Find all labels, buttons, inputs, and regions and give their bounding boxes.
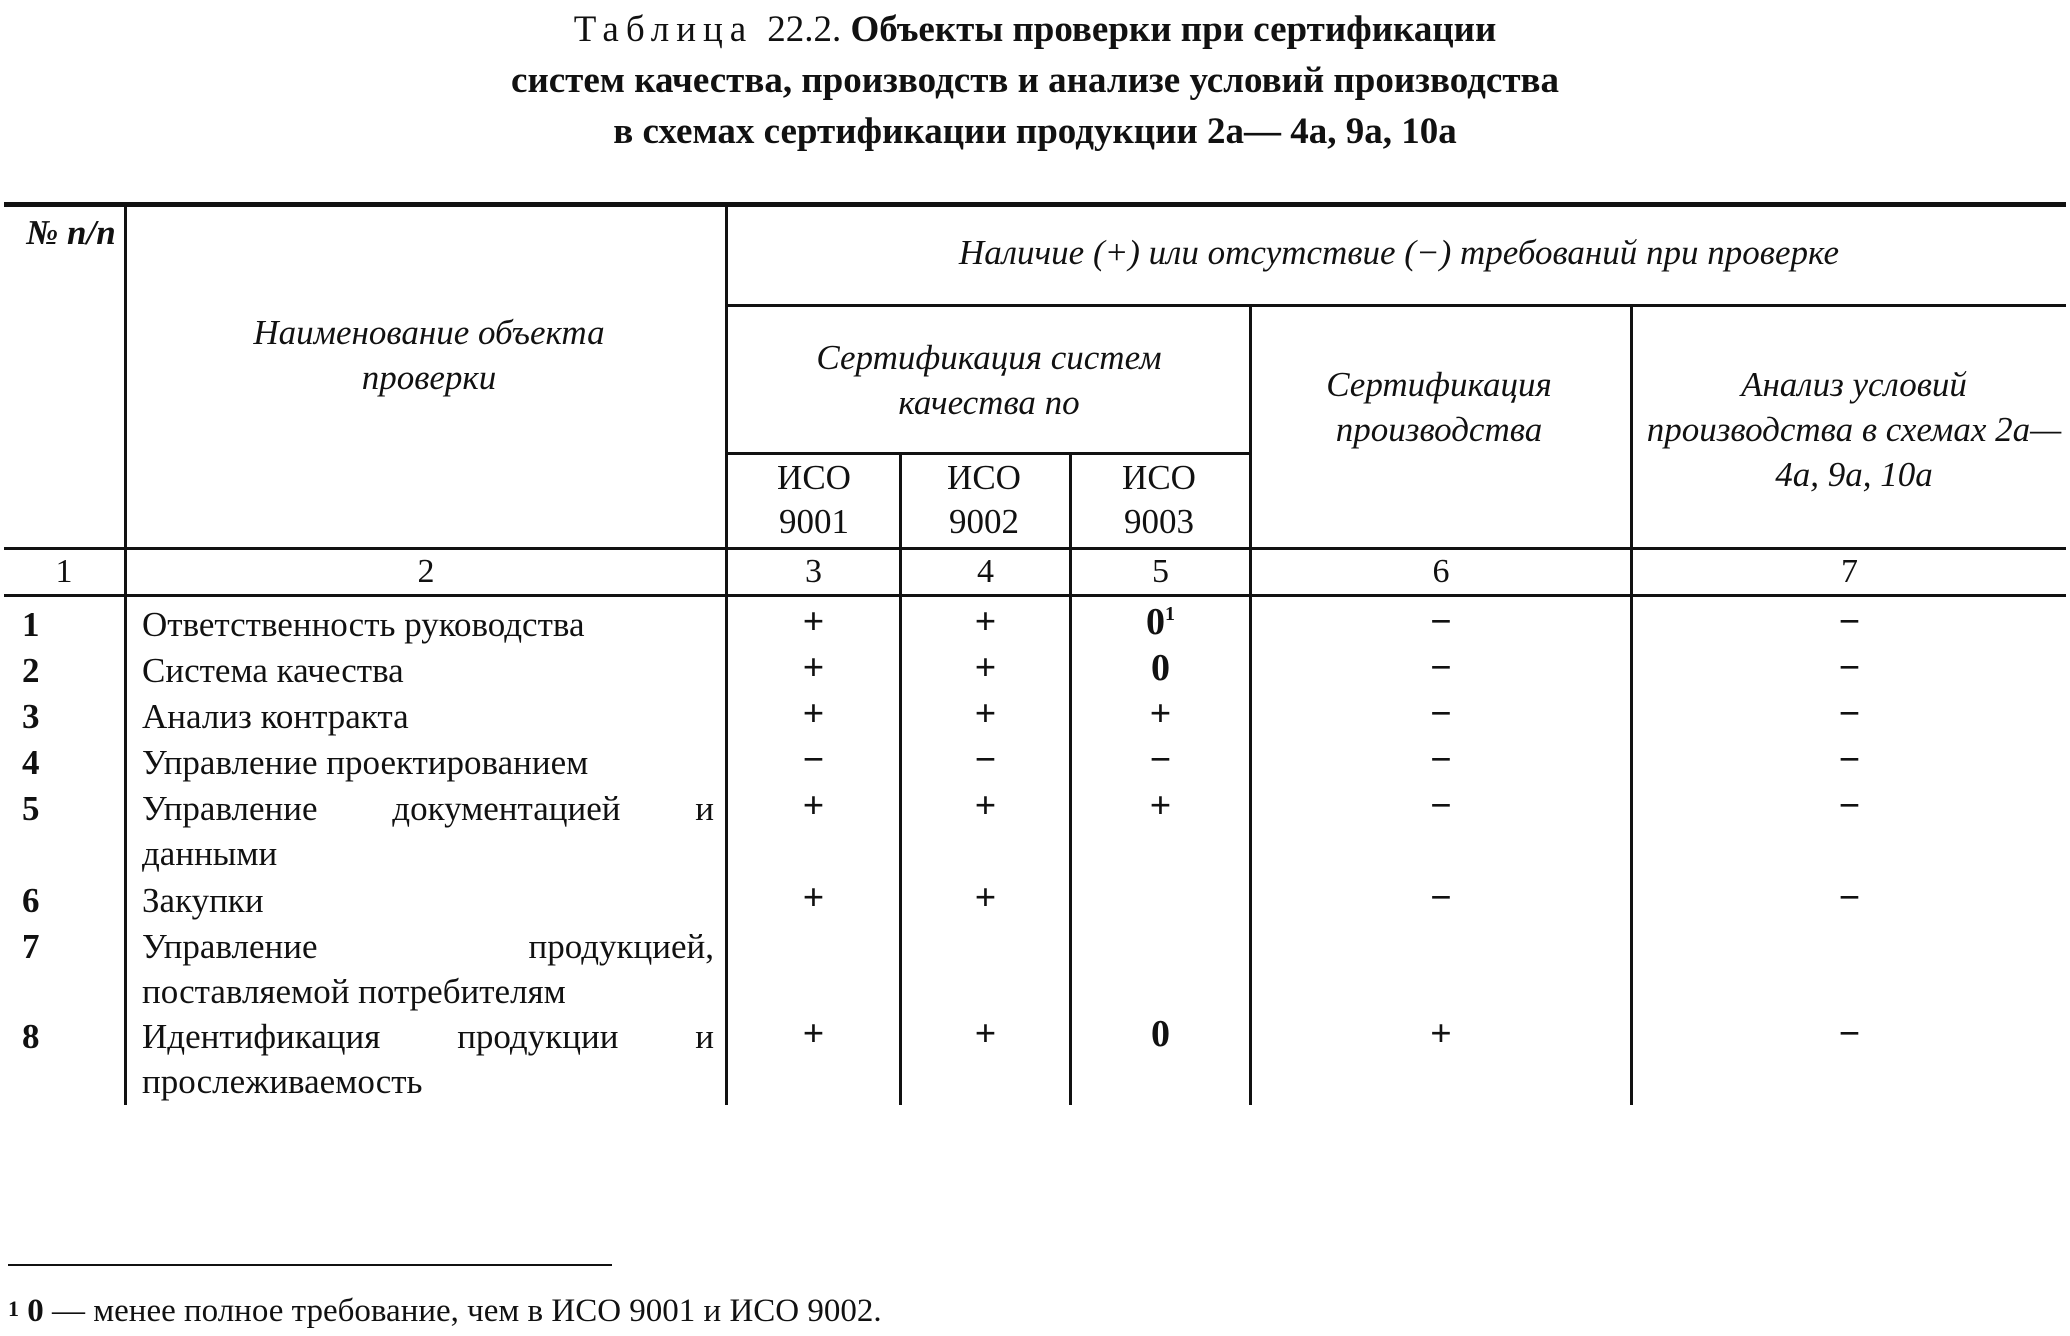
caption-title-line-1: Объекты проверки при сертификации xyxy=(850,9,1497,50)
row-number: 8 xyxy=(22,1017,40,1056)
header-iso-9003: ИСО 9003 xyxy=(1122,458,1196,541)
row-mark-iso9001: + xyxy=(802,1013,825,1055)
divider-v-1 xyxy=(124,207,127,1105)
row-mark-iso9003: + xyxy=(1149,785,1172,827)
row-mark-analysis: − xyxy=(1838,1013,1861,1055)
caption-title-line-2: систем качества, производств и анализе условий производства xyxy=(511,60,1559,101)
table-top-rule xyxy=(4,202,2066,207)
column-number-5: 5 xyxy=(1152,553,1169,590)
row-mark-iso9002: + xyxy=(974,785,997,827)
caption-title-line-3: в схемах сертификации продукции 2а— 4а, 9а, 10а xyxy=(613,111,1457,152)
footnote-mark: 1 xyxy=(8,1296,19,1321)
row-mark-iso9002: − xyxy=(974,739,997,781)
column-number-3: 3 xyxy=(805,553,822,590)
divider-h-colnums-top xyxy=(4,547,2066,550)
row-name: Закупки xyxy=(142,881,264,920)
column-number-4: 4 xyxy=(977,553,994,590)
row-mark-iso9001: + xyxy=(802,785,825,827)
row-mark-production: − xyxy=(1430,877,1452,919)
row-mark-iso9002: + xyxy=(974,693,997,735)
header-analysis: Анализ условий производства в схемах 2а—4а, 9а, 10а xyxy=(1646,365,2062,494)
row-mark-iso9001: + xyxy=(802,647,825,689)
row-mark-iso9002: + xyxy=(974,647,997,689)
row-name: Ответственность руководства xyxy=(142,605,585,644)
row-number: 2 xyxy=(22,651,40,690)
row-mark-analysis: − xyxy=(1838,647,1861,689)
header-no: № п/п xyxy=(26,213,116,252)
row-mark-production: − xyxy=(1430,601,1452,643)
row-name: Управление проектированием xyxy=(142,743,589,782)
certification-table xyxy=(4,202,2066,1105)
row-mark-iso9003-value: 0 xyxy=(1146,601,1165,643)
row-mark-iso9001: + xyxy=(802,877,825,919)
row-mark-production: − xyxy=(1430,693,1452,735)
footnote-reference: 1 xyxy=(1165,603,1175,625)
caption-lead: Таблица xyxy=(573,9,754,50)
row-mark-analysis: − xyxy=(1838,785,1861,827)
row-mark-iso9003 xyxy=(1072,600,1249,645)
row-mark-iso9001: + xyxy=(802,693,825,735)
row-mark-iso9003: − xyxy=(1149,739,1172,781)
row-name: Идентификация продукции и прослеживаемость xyxy=(142,1017,714,1101)
row-mark-analysis: − xyxy=(1838,601,1861,643)
row-number: 6 xyxy=(22,881,40,920)
column-number-7: 7 xyxy=(1841,553,1858,590)
caption-line-1 xyxy=(574,9,1497,50)
row-number: 5 xyxy=(22,789,40,828)
row-mark-production: − xyxy=(1430,785,1452,827)
row-number: 4 xyxy=(22,743,40,782)
row-mark-iso9003: 0 xyxy=(1151,1013,1170,1055)
row-name: Управление продукцией, поставляемой потребителям xyxy=(142,927,714,1011)
row-mark-iso9001: − xyxy=(802,739,825,781)
row-mark-production: − xyxy=(1430,647,1452,689)
row-mark-iso9002: + xyxy=(974,877,997,919)
footnote xyxy=(8,1290,882,1332)
row-mark-analysis: − xyxy=(1838,693,1861,735)
caption-number: 22.2. xyxy=(767,9,842,50)
row-mark-analysis: − xyxy=(1838,739,1861,781)
column-number-6: 6 xyxy=(1432,553,1450,590)
column-number-1: 1 xyxy=(55,553,73,590)
row-mark-iso9002: + xyxy=(974,1013,997,1055)
divider-h-colnums-bottom xyxy=(4,594,2066,597)
row-mark-production: + xyxy=(1430,1013,1452,1055)
row-name: Управление документацией и данными xyxy=(142,789,714,873)
header-name: Наименование объекта проверки xyxy=(253,313,605,397)
row-mark-iso9003: + xyxy=(1149,693,1172,735)
row-mark-production: − xyxy=(1430,739,1452,781)
header-iso-9001: ИСО 9001 xyxy=(777,458,851,541)
divider-h-iso xyxy=(725,452,1251,455)
header-group: Наличие (+) или отсутствие (−) требований при проверке xyxy=(958,233,1840,272)
footnote-zero: 0 xyxy=(27,1293,44,1329)
footnote-text: — менее полное требование, чем в ИСО 9001 и ИСО 9002. xyxy=(43,1293,882,1329)
row-mark-iso9001: + xyxy=(802,601,825,643)
header-production: Сертификация производства xyxy=(1326,365,1552,449)
row-mark-iso9003: 0 xyxy=(1151,647,1170,689)
divider-h-group xyxy=(725,304,2066,307)
header-quality: Сертификация систем качества по xyxy=(816,338,1162,422)
row-name: Система качества xyxy=(142,651,404,690)
row-name: Анализ контракта xyxy=(142,697,409,736)
row-number: 7 xyxy=(22,927,40,966)
footnote-rule xyxy=(8,1264,612,1266)
table-caption xyxy=(0,4,2070,157)
row-number: 3 xyxy=(22,697,40,736)
row-mark-analysis: − xyxy=(1838,877,1861,919)
header-iso-9002: ИСО 9002 xyxy=(947,458,1021,541)
column-number-2: 2 xyxy=(417,553,435,590)
row-mark-iso9002: + xyxy=(974,601,997,643)
row-number: 1 xyxy=(22,605,40,644)
